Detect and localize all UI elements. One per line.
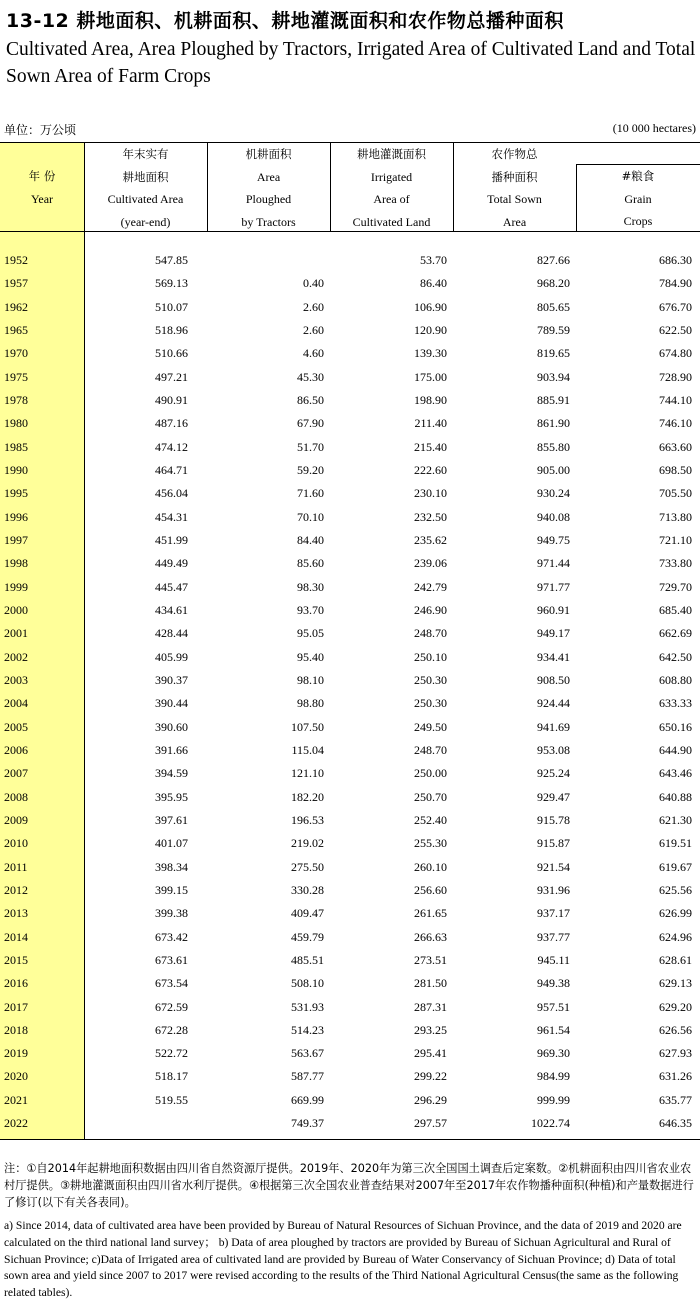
cell-irrigated-area: 175.00: [414, 369, 447, 384]
cell-year: 1998: [4, 556, 28, 571]
cell-area-ploughed: 121.10: [291, 766, 324, 781]
cell-area-ploughed: 98.30: [297, 579, 324, 594]
cell-area-ploughed: 275.50: [291, 859, 324, 874]
cell-total-sown-area: 949.17: [537, 626, 570, 641]
table-row: [0, 1089, 700, 1112]
cell-area-ploughed: 70.10: [297, 509, 324, 524]
cell-irrigated-area: 235.62: [414, 532, 447, 547]
cell-cultivated-area: 672.59: [155, 999, 188, 1014]
cell-irrigated-area: 252.40: [414, 812, 447, 827]
data-table: [0, 142, 700, 1140]
cell-cultivated-area: 522.72: [155, 1046, 188, 1061]
cell-irrigated-area: 250.30: [414, 672, 447, 687]
cell-area-ploughed: 182.20: [291, 789, 324, 804]
cell-total-sown-area: 971.44: [537, 556, 570, 571]
header-year: 年 份 Year: [28, 169, 56, 206]
cell-year: 1975: [4, 369, 28, 384]
cell-cultivated-area: 497.21: [155, 369, 188, 384]
table-row: [0, 622, 700, 645]
cell-total-sown-area: 957.51: [537, 999, 570, 1014]
cell-irrigated-area: 239.06: [414, 556, 447, 571]
table-row: [0, 389, 700, 412]
cell-year: 2000: [4, 602, 28, 617]
table-row: [0, 832, 700, 855]
table-row: [0, 1112, 700, 1135]
cell-year: 1978: [4, 392, 28, 407]
cell-irrigated-area: 222.60: [414, 462, 447, 477]
cell-area-ploughed: 93.70: [297, 602, 324, 617]
cell-cultivated-area: 398.34: [155, 859, 188, 874]
cell-cultivated-area: 456.04: [155, 486, 188, 501]
cell-irrigated-area: 256.60: [414, 882, 447, 897]
cell-irrigated-area: 106.90: [414, 299, 447, 314]
cell-total-sown-area: 924.44: [537, 696, 570, 711]
table-row: [0, 296, 700, 319]
cell-cultivated-area: 490.91: [155, 392, 188, 407]
cell-cultivated-area: 451.99: [155, 532, 188, 547]
cell-grain-crops: 608.80: [659, 672, 692, 687]
cell-irrigated-area: 273.51: [414, 952, 447, 967]
cell-grain-crops: 686.30: [659, 253, 692, 267]
cell-cultivated-area: 390.44: [155, 696, 188, 711]
cell-area-ploughed: 563.67: [291, 1046, 324, 1061]
cell-total-sown-area: 945.11: [537, 952, 570, 967]
cell-year: 1957: [4, 276, 28, 291]
cell-total-sown-area: 941.69: [537, 719, 570, 734]
cell-cultivated-area: 391.66: [155, 742, 188, 757]
cell-irrigated-area: 246.90: [414, 602, 447, 617]
cell-year: 2020: [4, 1069, 28, 1084]
cell-cultivated-area: 487.16: [155, 416, 188, 431]
table-row: [0, 716, 700, 739]
table-row: [0, 646, 700, 669]
cell-cultivated-area: 401.07: [155, 836, 188, 851]
cell-total-sown-area: 827.66: [537, 253, 570, 267]
cell-total-sown-area: 961.54: [537, 1022, 570, 1037]
table-row: [0, 926, 700, 949]
cell-total-sown-area: 949.38: [537, 976, 570, 991]
table-row: [0, 482, 700, 505]
cell-area-ploughed: 508.10: [291, 976, 324, 991]
cell-area-ploughed: 71.60: [297, 486, 324, 501]
cell-grain-crops: 635.77: [659, 1092, 692, 1107]
cell-grain-crops: 626.99: [659, 906, 692, 921]
cell-year: 2012: [4, 882, 28, 897]
cell-irrigated-area: 86.40: [420, 276, 447, 291]
table-row: [0, 1019, 700, 1042]
cell-grain-crops: 627.93: [659, 1046, 692, 1061]
cell-area-ploughed: 485.51: [291, 952, 324, 967]
cell-area-ploughed: 45.30: [297, 369, 324, 384]
cell-irrigated-area: 296.29: [414, 1092, 447, 1107]
header-total-sown-area: 农作物总 播种面积 Total Sown Area: [487, 147, 542, 229]
cell-total-sown-area: 949.75: [537, 532, 570, 547]
cell-cultivated-area: 510.07: [155, 299, 188, 314]
cell-grain-crops: 628.61: [659, 952, 692, 967]
cell-area-ploughed: 98.10: [297, 672, 324, 687]
cell-irrigated-area: 255.30: [414, 836, 447, 851]
cell-area-ploughed: 51.70: [297, 439, 324, 454]
cell-cultivated-area: 434.61: [155, 602, 188, 617]
cell-total-sown-area: 960.91: [537, 602, 570, 617]
table-row: [0, 879, 700, 902]
cell-irrigated-area: 266.63: [414, 929, 447, 944]
table-title-cn: 13-12 耕地面积、机耕面积、耕地灌溉面积和农作物总播种面积: [6, 10, 564, 32]
table-row: [0, 809, 700, 832]
table-row: [0, 529, 700, 552]
cell-area-ploughed: 196.53: [291, 812, 324, 827]
header-grain-crops: #粮食 Grain Crops: [621, 169, 655, 228]
table-row: [0, 739, 700, 762]
cell-year: 2015: [4, 952, 28, 967]
cell-irrigated-area: 250.30: [414, 696, 447, 711]
cell-year: 1980: [4, 416, 28, 431]
cell-grain-crops: 646.35: [659, 1116, 692, 1131]
cell-grain-crops: 733.80: [659, 556, 692, 571]
cell-total-sown-area: 999.99: [537, 1092, 570, 1107]
cell-cultivated-area: 454.31: [155, 509, 188, 524]
note-cn: 注：①自2014年起耕地面积数据由四川省自然资源厅提供。2019年、2020年为第三次全国国土调查后定案数。②机耕面积由四川省农业农村厅提供。③耕地灌溉面积由四川省水利厅提供。④根据第三次全国农业普查结果对2007年至2017年农作物播种面积(种植)和产量数据进行了修订(以下有关各表同)。: [4, 1162, 694, 1209]
cell-cultivated-area: 399.15: [155, 882, 188, 897]
cell-year: 2007: [4, 766, 28, 781]
table-row: [0, 436, 700, 459]
table-title-en: Cultivated Area, Area Ploughed by Tractors, Irrigated Area of Cultivated Land and Total Sown Area of Farm Crops: [6, 39, 696, 87]
cell-area-ploughed: 85.60: [297, 556, 324, 571]
cell-year: 2003: [4, 672, 28, 687]
cell-year: 2001: [4, 626, 28, 641]
cell-area-ploughed: 669.99: [291, 1092, 324, 1107]
cell-grain-crops: 676.70: [659, 299, 692, 314]
cell-total-sown-area: 971.77: [537, 579, 570, 594]
cell-area-ploughed: 2.60: [303, 322, 324, 337]
cell-grain-crops: 746.10: [659, 416, 692, 431]
table-row: [0, 366, 700, 389]
table-row: [0, 996, 700, 1019]
cell-grain-crops: 643.46: [659, 766, 692, 781]
cell-irrigated-area: 215.40: [414, 439, 447, 454]
cell-irrigated-area: 287.31: [414, 999, 447, 1014]
cell-year: 1996: [4, 509, 28, 524]
cell-area-ploughed: 67.90: [297, 416, 324, 431]
cell-irrigated-area: 230.10: [414, 486, 447, 501]
cell-grain-crops: 698.50: [659, 462, 692, 477]
cell-grain-crops: 625.56: [659, 882, 692, 897]
cell-total-sown-area: 915.78: [537, 812, 570, 827]
cell-total-sown-area: 903.94: [537, 369, 570, 384]
cell-area-ploughed: 531.93: [291, 999, 324, 1014]
cell-grain-crops: 624.96: [659, 929, 692, 944]
cell-cultivated-area: 673.54: [155, 976, 188, 991]
cell-grain-crops: 674.80: [659, 346, 692, 361]
cell-area-ploughed: 86.50: [297, 392, 324, 407]
cell-area-ploughed: 330.28: [291, 882, 324, 897]
cell-year: 2018: [4, 1022, 28, 1037]
cell-year: 2019: [4, 1046, 28, 1061]
cell-total-sown-area: 1022.74: [531, 1116, 570, 1131]
table-row: [0, 459, 700, 482]
cell-area-ploughed: 409.47: [291, 906, 324, 921]
cell-grain-crops: 619.67: [659, 859, 692, 874]
cell-year: 2016: [4, 976, 28, 991]
table-row: [0, 902, 700, 925]
cell-total-sown-area: 915.87: [537, 836, 570, 851]
cell-year: 1965: [4, 322, 28, 337]
cell-irrigated-area: 249.50: [414, 719, 447, 734]
cell-total-sown-area: 937.77: [537, 929, 570, 944]
table-row: [0, 762, 700, 785]
cell-irrigated-area: 198.90: [414, 392, 447, 407]
cell-year: 1952: [4, 253, 28, 267]
cell-total-sown-area: 984.99: [537, 1069, 570, 1084]
cell-cultivated-area: 519.55: [155, 1092, 188, 1107]
table-row: [0, 272, 700, 295]
table-row: [0, 342, 700, 365]
cell-year: 2009: [4, 812, 28, 827]
table-row: [0, 856, 700, 879]
table-row: [0, 576, 700, 599]
table-row: [0, 692, 700, 715]
cell-year: 2017: [4, 999, 28, 1014]
cell-total-sown-area: 934.41: [537, 649, 570, 664]
cell-year: 2011: [4, 859, 28, 874]
cell-irrigated-area: 232.50: [414, 509, 447, 524]
cell-area-ploughed: 219.02: [291, 836, 324, 851]
cell-grain-crops: 721.10: [659, 532, 692, 547]
table-row: [0, 669, 700, 692]
cell-grain-crops: 629.20: [659, 999, 692, 1014]
cell-year: 2013: [4, 906, 28, 921]
cell-area-ploughed: 459.79: [291, 929, 324, 944]
unit-label-en: (10 000 hectares): [612, 121, 696, 135]
cell-grain-crops: 631.26: [659, 1069, 692, 1084]
cell-irrigated-area: 293.25: [414, 1022, 447, 1037]
cell-cultivated-area: 474.12: [155, 439, 188, 454]
cell-irrigated-area: 299.22: [414, 1069, 447, 1084]
cell-year: 1962: [4, 299, 28, 314]
cell-irrigated-area: 261.65: [414, 906, 447, 921]
cell-grain-crops: 662.69: [659, 626, 692, 641]
cell-cultivated-area: 428.44: [155, 626, 188, 641]
header-irrigated-area: 耕地灌溉面积 Irrigated Area of Cultivated Land: [352, 147, 431, 229]
cell-area-ploughed: 0.40: [303, 276, 324, 291]
cell-year: 2014: [4, 929, 28, 944]
cell-total-sown-area: 861.90: [537, 416, 570, 431]
cell-irrigated-area: 250.00: [414, 766, 447, 781]
cell-area-ploughed: 84.40: [297, 532, 324, 547]
cell-grain-crops: 728.90: [659, 369, 692, 384]
cell-grain-crops: 633.33: [659, 696, 692, 711]
cell-area-ploughed: 115.04: [291, 742, 324, 757]
table-row: [0, 249, 700, 272]
cell-total-sown-area: 940.08: [537, 509, 570, 524]
cell-area-ploughed: 514.23: [291, 1022, 324, 1037]
cell-irrigated-area: 260.10: [414, 859, 447, 874]
cell-year: 1970: [4, 346, 28, 361]
cell-year: 2008: [4, 789, 28, 804]
cell-irrigated-area: 248.70: [414, 742, 447, 757]
cell-grain-crops: 729.70: [659, 579, 692, 594]
cell-cultivated-area: 464.71: [155, 462, 188, 477]
cell-cultivated-area: 394.59: [155, 766, 188, 781]
cell-total-sown-area: 925.24: [537, 766, 570, 781]
table-row: [0, 949, 700, 972]
cell-total-sown-area: 953.08: [537, 742, 570, 757]
cell-total-sown-area: 921.54: [537, 859, 570, 874]
cell-irrigated-area: 211.40: [414, 416, 447, 431]
cell-year: 1990: [4, 462, 28, 477]
cell-grain-crops: 622.50: [659, 322, 692, 337]
cell-cultivated-area: 673.42: [155, 929, 188, 944]
cell-irrigated-area: 139.30: [414, 346, 447, 361]
cell-grain-crops: 629.13: [659, 976, 692, 991]
cell-area-ploughed: 95.40: [297, 649, 324, 664]
table-row: [0, 506, 700, 529]
table-row: [0, 319, 700, 342]
header-cultivated-area: 年末实有 耕地面积 Cultivated Area (year-end): [107, 147, 184, 229]
table-row: [0, 412, 700, 435]
cell-cultivated-area: 390.60: [155, 719, 188, 734]
cell-irrigated-area: 295.41: [414, 1046, 447, 1061]
cell-area-ploughed: 4.60: [303, 346, 324, 361]
cell-grain-crops: 621.30: [659, 812, 692, 827]
table-row: [0, 599, 700, 622]
cell-year: 1995: [4, 486, 28, 501]
cell-area-ploughed: 2.60: [303, 299, 324, 314]
cell-grain-crops: 644.90: [659, 742, 692, 757]
cell-grain-crops: 619.51: [659, 836, 692, 851]
cell-irrigated-area: 250.10: [414, 649, 447, 664]
cell-cultivated-area: 395.95: [155, 789, 188, 804]
cell-total-sown-area: 855.80: [537, 439, 570, 454]
cell-cultivated-area: 518.96: [155, 322, 188, 337]
cell-total-sown-area: 819.65: [537, 346, 570, 361]
header-area-ploughed: 机耕面积 Area Ploughed by Tractors: [241, 147, 296, 229]
cell-grain-crops: 713.80: [659, 509, 692, 524]
cell-area-ploughed: 107.50: [291, 719, 324, 734]
cell-year: 1985: [4, 439, 28, 454]
cell-total-sown-area: 937.17: [537, 906, 570, 921]
cell-cultivated-area: 445.47: [155, 579, 188, 594]
cell-year: 2021: [4, 1092, 28, 1107]
table-row: [0, 786, 700, 809]
note-en: a) Since 2014, data of cultivated area have been provided by Bureau of Natural Resources of Sichuan Province, and the data of 2019 and 2020 are calculated on the third national land survey； b) Data of area ploughed by tractors are provided by Bureau of Sichuan Agricultural and Rural of Sichuan Province; c)Data of Irrigated area of cultivated land are provided by Bureau of Water Conservancy of Sichuan Province; d) Data of total sown area and yield since 2007 to 2017 were revised according to the results of the Third National Agricultural Census(the same as the following related tables).: [4, 1219, 682, 1300]
cell-cultivated-area: 547.85: [155, 253, 188, 267]
cell-year: 2010: [4, 836, 28, 851]
cell-irrigated-area: 250.70: [414, 789, 447, 804]
cell-year: 2004: [4, 696, 28, 711]
cell-grain-crops: 650.16: [659, 719, 692, 734]
cell-year: 1997: [4, 532, 28, 547]
cell-cultivated-area: 569.13: [155, 276, 188, 291]
cell-area-ploughed: 98.80: [297, 696, 324, 711]
cell-grain-crops: 642.50: [659, 649, 692, 664]
cell-cultivated-area: 390.37: [155, 672, 188, 687]
cell-year: 2005: [4, 719, 28, 734]
cell-cultivated-area: 673.61: [155, 952, 188, 967]
cell-cultivated-area: 510.66: [155, 346, 188, 361]
cell-irrigated-area: 242.79: [414, 579, 447, 594]
table-row: [0, 1065, 700, 1088]
cell-total-sown-area: 789.59: [537, 322, 570, 337]
cell-area-ploughed: 59.20: [297, 462, 324, 477]
cell-cultivated-area: 405.99: [155, 649, 188, 664]
cell-area-ploughed: 749.37: [291, 1116, 324, 1131]
table-row: [0, 972, 700, 995]
cell-area-ploughed: 587.77: [291, 1069, 324, 1084]
cell-year: 2022: [4, 1116, 28, 1131]
cell-cultivated-area: 397.61: [155, 812, 188, 827]
cell-grain-crops: 784.90: [659, 276, 692, 291]
cell-total-sown-area: 931.96: [537, 882, 570, 897]
cell-cultivated-area: 518.17: [155, 1069, 188, 1084]
cell-total-sown-area: 929.47: [537, 789, 570, 804]
cell-year: 1999: [4, 579, 28, 594]
cell-irrigated-area: 248.70: [414, 626, 447, 641]
cell-total-sown-area: 908.50: [537, 672, 570, 687]
table-body: [0, 249, 700, 1135]
cell-total-sown-area: 805.65: [537, 299, 570, 314]
cell-grain-crops: 744.10: [659, 392, 692, 407]
cell-irrigated-area: 297.57: [414, 1116, 447, 1131]
cell-grain-crops: 663.60: [659, 439, 692, 454]
cell-cultivated-area: 672.28: [155, 1022, 188, 1037]
cell-year: 2006: [4, 742, 28, 757]
cell-irrigated-area: 120.90: [414, 322, 447, 337]
cell-total-sown-area: 885.91: [537, 392, 570, 407]
cell-grain-crops: 626.56: [659, 1022, 692, 1037]
cell-grain-crops: 685.40: [659, 602, 692, 617]
cell-total-sown-area: 968.20: [537, 276, 570, 291]
cell-total-sown-area: 905.00: [537, 462, 570, 477]
cell-irrigated-area: 281.50: [414, 976, 447, 991]
cell-grain-crops: 705.50: [659, 486, 692, 501]
cell-cultivated-area: 399.38: [155, 906, 188, 921]
unit-label-cn: 单位：万公顷: [4, 123, 77, 137]
cell-year: 2002: [4, 649, 28, 664]
table-row: [0, 552, 700, 575]
cell-area-ploughed: 95.05: [297, 626, 324, 641]
cell-total-sown-area: 930.24: [537, 486, 570, 501]
cell-cultivated-area: 449.49: [155, 556, 188, 571]
cell-total-sown-area: 969.30: [537, 1046, 570, 1061]
table-row: [0, 1042, 700, 1065]
cell-irrigated-area: 53.70: [420, 253, 447, 267]
cell-grain-crops: 640.88: [659, 789, 692, 804]
